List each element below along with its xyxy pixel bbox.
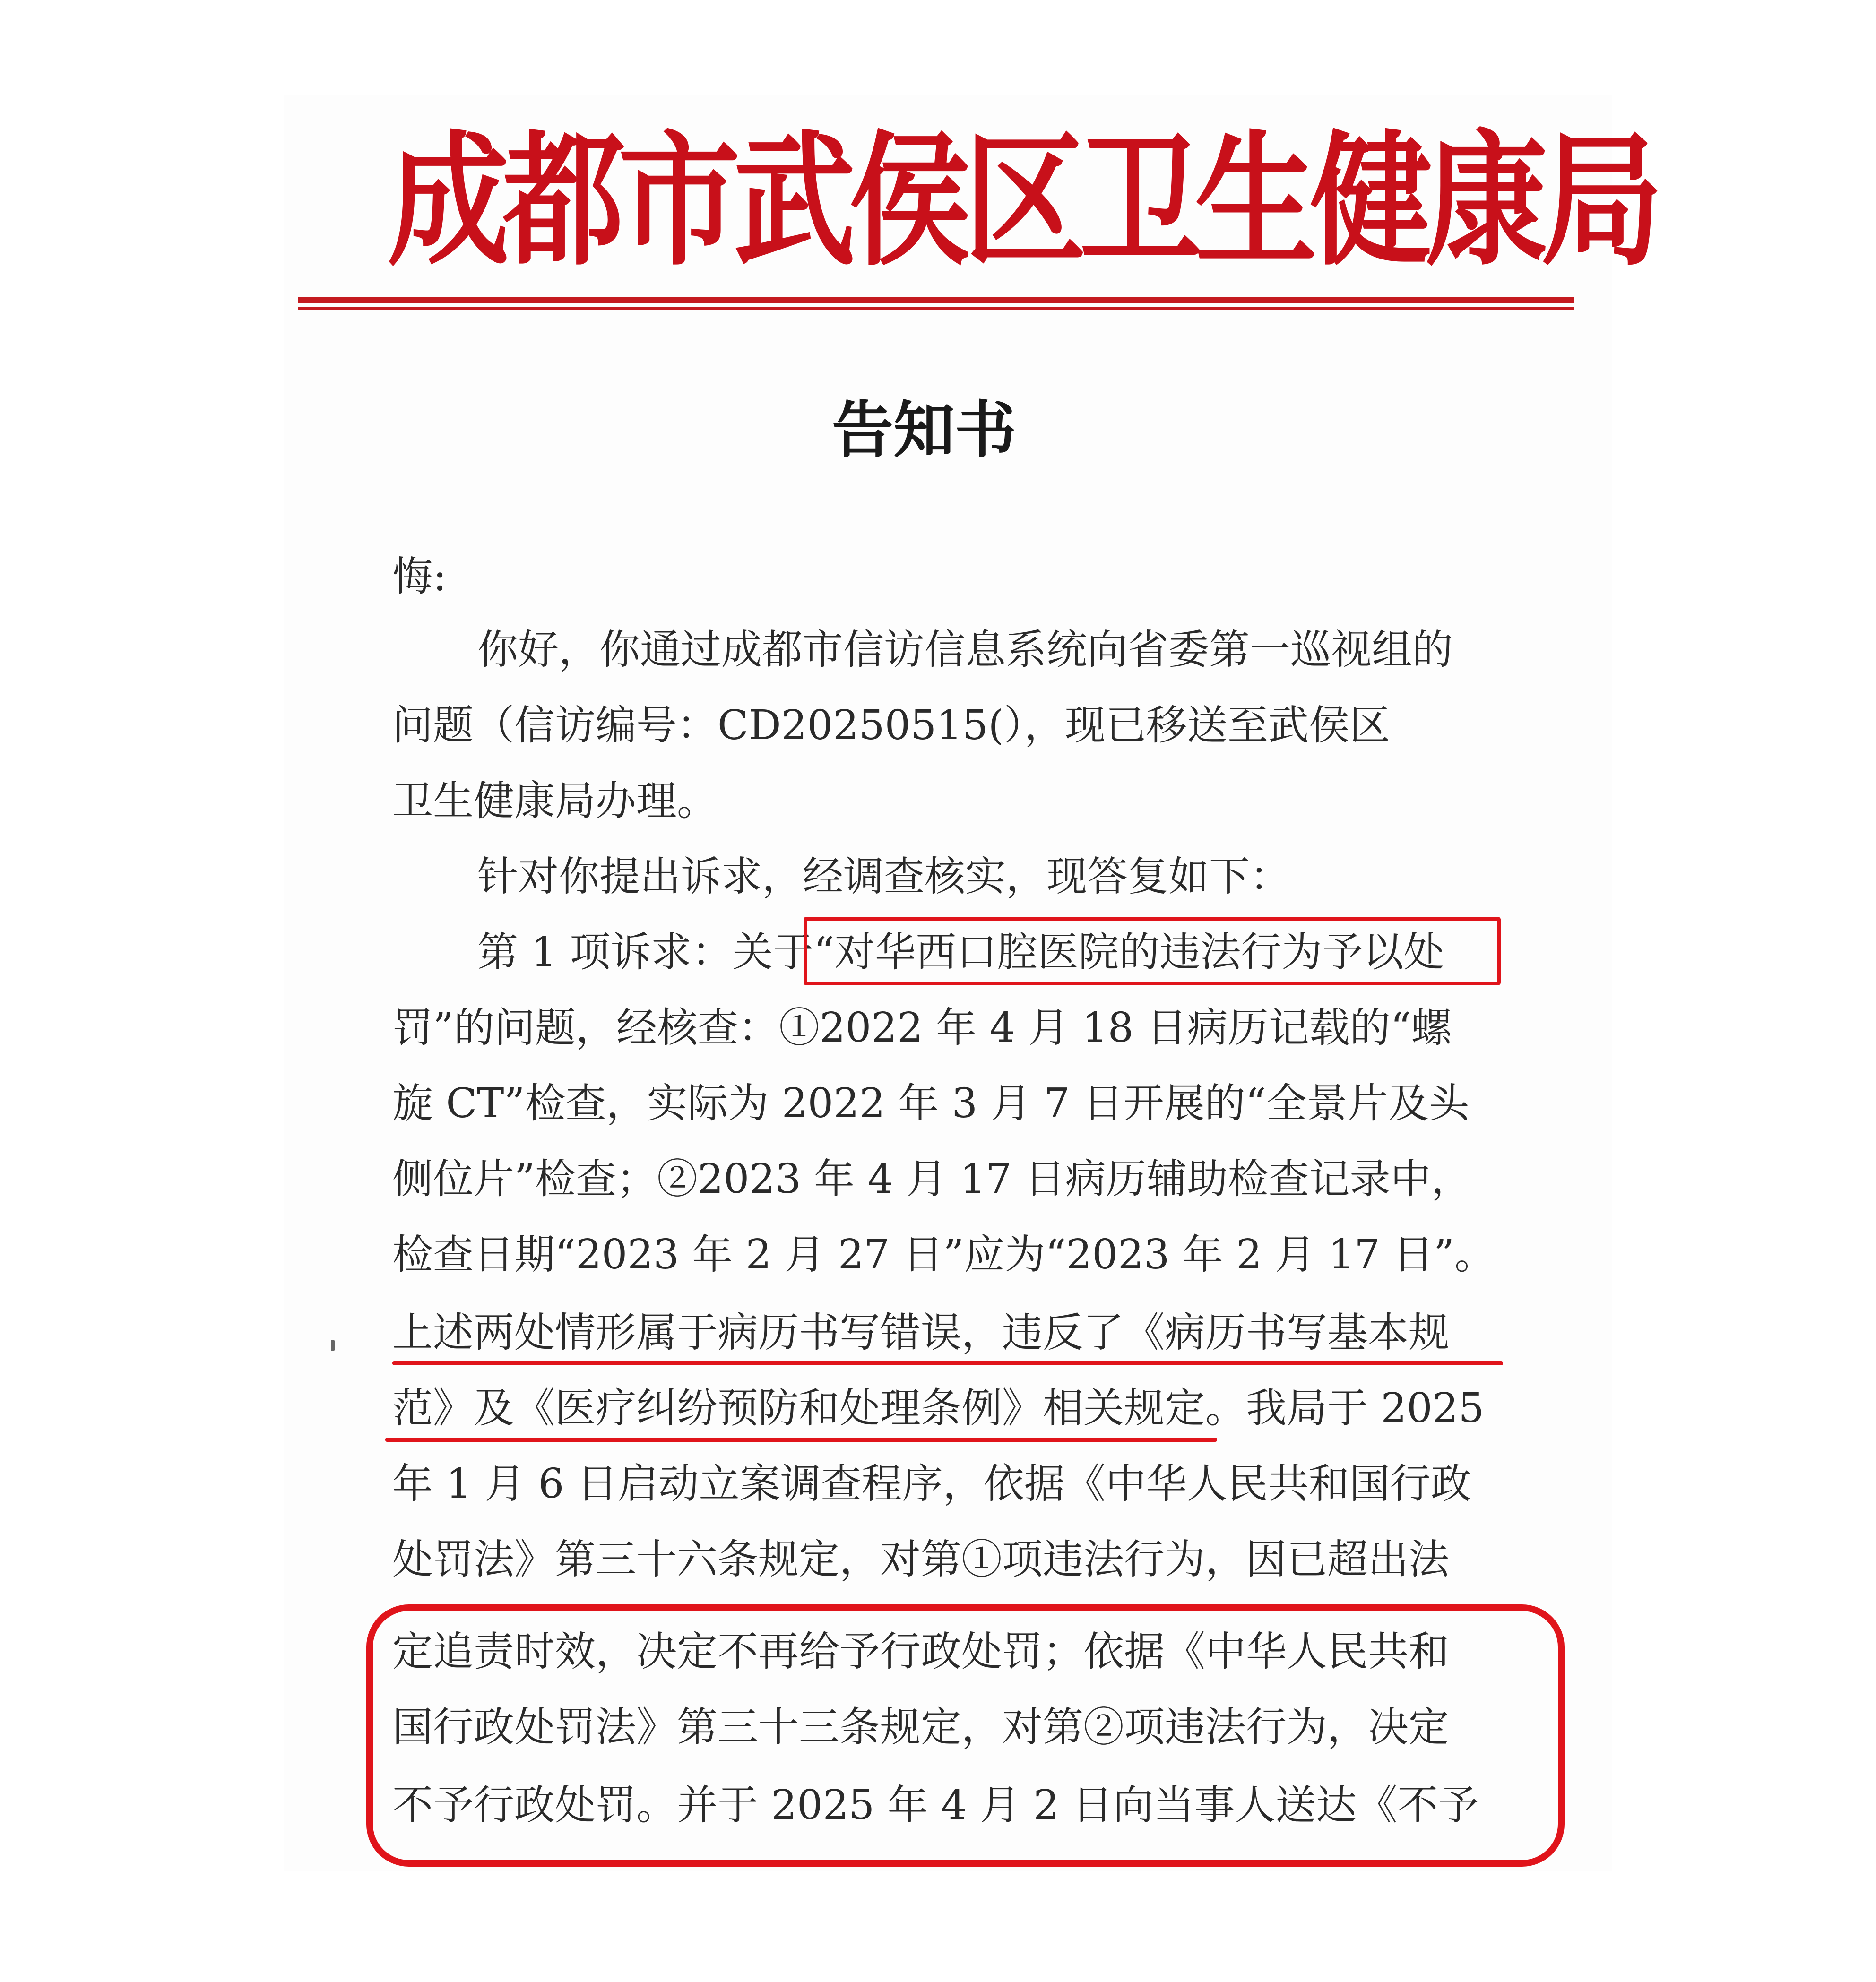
paragraph-line: 国行政处罚法》第三十三条规定，对第②项违法行为，决定 [392, 1704, 1449, 1751]
claim-label: 第 1 项诉求：关于 [477, 929, 814, 976]
paragraph-line: 定追责时效，决定不再给予行政处罚；依据《中华人民共和 [392, 1628, 1449, 1675]
petition-transfer-text: ），现已移送至武侯区 [1004, 702, 1391, 749]
letterhead-red-rule-thin [298, 307, 1574, 310]
case-start-text: 。我局于 2025 [1205, 1385, 1485, 1432]
letterhead-red-rule-thick [298, 297, 1574, 303]
agency-letterhead-title: 成都市武侯区卫生健康局 [388, 116, 1656, 285]
scan-speck [331, 1340, 335, 1351]
paragraph-line: 不予行政处罚。并于 2025 年 4 月 2 日向当事人送达《不予 [392, 1782, 1479, 1829]
paragraph-line: 检查日期“2023 年 2 月 27 日”应为“2023 年 2 月 17 日”。 [392, 1231, 1496, 1278]
paragraph-line: 罚”的问题，经核查：①2022 年 4 月 18 日病历记载的“螺 [392, 1004, 1452, 1051]
petition-number-text: 问题（信访编号：CD20250515( [392, 702, 1004, 749]
paragraph-line: 上述两处情形属于病历书写错误，违反了《病历书写基本规 [392, 1309, 1449, 1356]
paragraph-line: 针对你提出诉求，经调查核实，现答复如下： [477, 853, 1290, 900]
highlight-box-claim [804, 917, 1501, 985]
paragraph-line: 侧位片”检查；②2023 年 4 月 17 日病历辅助检查记录中， [392, 1155, 1472, 1203]
document-title: 告知书 [832, 394, 1017, 466]
salutation-line [392, 541, 447, 612]
highlight-underline-2 [385, 1438, 1217, 1442]
paragraph-line: 你好，你通过成都市信访信息系统向省委第一巡视组的 [477, 626, 1453, 673]
highlight-underline-1 [392, 1361, 1503, 1365]
highlight-rounded-box-decision [366, 1604, 1565, 1867]
paragraph-line: 旋 CT”检查，实际为 2022 年 3 月 7 日开展的“全景片及头 [392, 1080, 1470, 1127]
claim-quote: “对华西口腔医院的违法行为予以处 [813, 929, 1444, 976]
paragraph-line: 年 1 月 6 日启动立案调查程序，依据《中华人民共和国行政 [392, 1460, 1471, 1508]
paragraph-line: 处罚法》第三十六条规定，对第①项违法行为，因已超出法 [392, 1536, 1449, 1583]
paragraph-line: 卫生健康局办理。 [392, 777, 718, 825]
paragraph-line [392, 1373, 1484, 1444]
paragraph-line [392, 690, 1390, 761]
regulation-text: 范》及《医疗纠纷预防和处理条例》相关规定 [392, 1385, 1205, 1432]
salutation-suffix: 悔: [392, 553, 447, 600]
